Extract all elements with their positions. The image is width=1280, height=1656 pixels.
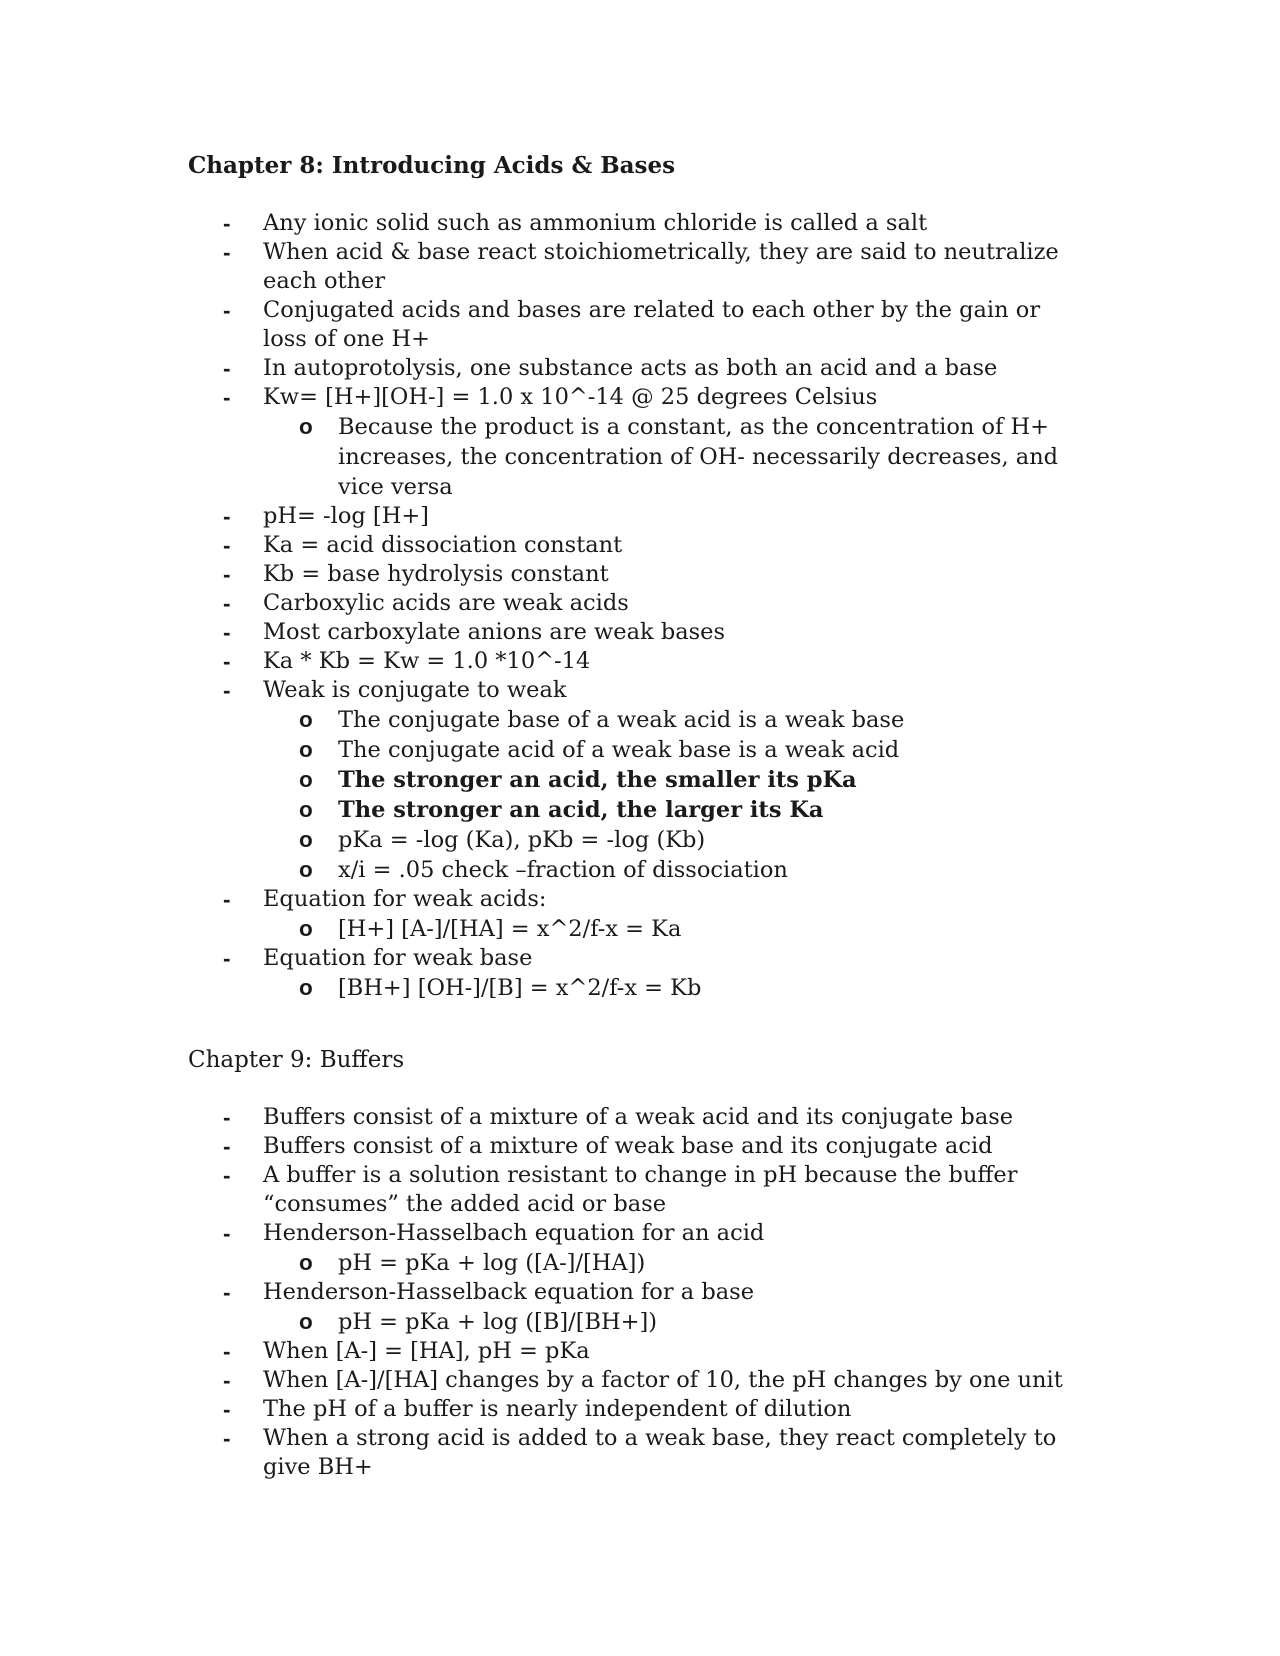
bullet-text: When [A-]/[HA] changes by a factor of 10, the pH changes by one unit bbox=[263, 1367, 1063, 1393]
bullet-text: The pH of a buffer is nearly independent of dilution bbox=[263, 1396, 852, 1422]
bullet-text: When acid & base react stoichiometrically, they are said to neutralize each other bbox=[263, 239, 1059, 294]
bullet-item bbox=[0, 296, 1088, 354]
sub-bullet-item: o pH = pKa + log ([A-]/[HA]) bbox=[0, 1248, 1068, 1278]
bullet-text: Equation for weak base bbox=[263, 945, 533, 971]
sub-list bbox=[263, 914, 1088, 944]
bullet-text: Equation for weak acids: bbox=[263, 886, 547, 912]
bullet-text: Ka * Kb = Kw = 1.0 *10^-14 bbox=[263, 648, 591, 674]
bullet-text: In autoprotolysis, one substance acts as both an acid and a base bbox=[263, 355, 998, 381]
bullet-item bbox=[0, 531, 1088, 560]
bullet-item bbox=[0, 354, 1088, 383]
bullet-text: Any ionic solid such as ammonium chloride is called a salt bbox=[263, 210, 928, 236]
bullet-text: Carboxylic acids are weak acids bbox=[263, 590, 629, 616]
bullet-text: Most carboxylate anions are weak bases bbox=[263, 619, 726, 645]
sub-list bbox=[263, 1248, 1088, 1278]
sub-bullet-item-bold: o The stronger an acid, the smaller its pKa bbox=[0, 765, 1068, 795]
chapter-8-notes bbox=[0, 209, 1280, 1003]
sub-bullet-item: o The conjugate base of a weak acid is a weak base bbox=[0, 705, 1068, 735]
bullet-item bbox=[0, 618, 1088, 647]
bullet-text: A buffer is a solution resistant to change in pH because the buffer “consumes” the added acid or base bbox=[263, 1162, 1018, 1217]
bullet-item bbox=[0, 238, 1088, 296]
sub-list bbox=[263, 705, 1088, 885]
bullet-item bbox=[0, 1278, 1088, 1337]
bullet-item bbox=[0, 383, 1088, 502]
bullet-item bbox=[0, 647, 1088, 676]
bullet-text: When a strong acid is added to a weak base, they react completely to give BH+ bbox=[263, 1425, 1057, 1480]
sub-bullet-item: o pKa = -log (Ka), pKb = -log (Kb) bbox=[0, 825, 1068, 855]
bullet-text: pH= -log [H+] bbox=[263, 503, 429, 529]
bullet-item bbox=[0, 1103, 1088, 1132]
bullet-item bbox=[0, 589, 1088, 618]
bullet-item bbox=[0, 1395, 1088, 1424]
chapter-9-notes bbox=[0, 1103, 1280, 1482]
bullet-item bbox=[0, 209, 1088, 238]
bullet-item bbox=[0, 1366, 1088, 1395]
sub-bullet-item-bold: o The stronger an acid, the larger its Ka bbox=[0, 795, 1068, 825]
bullet-item bbox=[0, 944, 1088, 1003]
bullet-text: Henderson-Hasselbach equation for an acid bbox=[263, 1220, 765, 1246]
bullet-text: Kw= [H+][OH-] = 1.0 x 10^-14 @ 25 degrees Celsius bbox=[263, 384, 878, 410]
bullet-text: Buffers consist of a mixture of a weak acid and its conjugate base bbox=[263, 1104, 1014, 1130]
bullet-item bbox=[0, 1132, 1088, 1161]
sub-list bbox=[263, 412, 1088, 502]
sub-bullet-item: o pH = pKa + log ([B]/[BH+]) bbox=[0, 1307, 1068, 1337]
bullet-item bbox=[0, 885, 1088, 944]
bullet-item bbox=[0, 1337, 1088, 1366]
sub-bullet-item: o [BH+] [OH-]/[B] = x^2/f-x = Kb bbox=[0, 973, 1068, 1003]
bullet-item bbox=[0, 560, 1088, 589]
bullet-text: Henderson-Hasselback equation for a base bbox=[263, 1279, 755, 1305]
bullet-text: When [A-] = [HA], pH = pKa bbox=[263, 1338, 590, 1364]
bullet-item bbox=[0, 502, 1088, 531]
sub-bullet-item: o [H+] [A-]/[HA] = x^2/f-x = Ka bbox=[0, 914, 1068, 944]
bullet-item bbox=[0, 1424, 1088, 1482]
bullet-item bbox=[0, 676, 1088, 885]
sub-list bbox=[263, 973, 1088, 1003]
chapter-9-title: Chapter 9: Buffers bbox=[188, 1047, 405, 1073]
bullet-text: Weak is conjugate to weak bbox=[263, 677, 567, 703]
sub-bullet-item: o x/i = .05 check –fraction of dissociation bbox=[0, 855, 1068, 885]
bullet-text: Conjugated acids and bases are related to each other by the gain or loss of one H+ bbox=[263, 297, 1041, 352]
sub-bullet-item: o Because the product is a constant, as the concentration of H+ increases, the concentration of OH- necessarily decreases, and vice versa bbox=[0, 412, 1068, 502]
bullet-text: Buffers consist of a mixture of weak base and its conjugate acid bbox=[263, 1133, 993, 1159]
sub-bullet-item: o The conjugate acid of a weak base is a weak acid bbox=[0, 735, 1068, 765]
sub-list bbox=[263, 1307, 1088, 1337]
bullet-item bbox=[0, 1219, 1088, 1278]
bullet-text: Kb = base hydrolysis constant bbox=[263, 561, 609, 587]
bullet-text: Ka = acid dissociation constant bbox=[263, 532, 623, 558]
bullet-item bbox=[0, 1161, 1088, 1219]
chapter-8-title: Chapter 8: Introducing Acids & Bases bbox=[188, 152, 676, 179]
